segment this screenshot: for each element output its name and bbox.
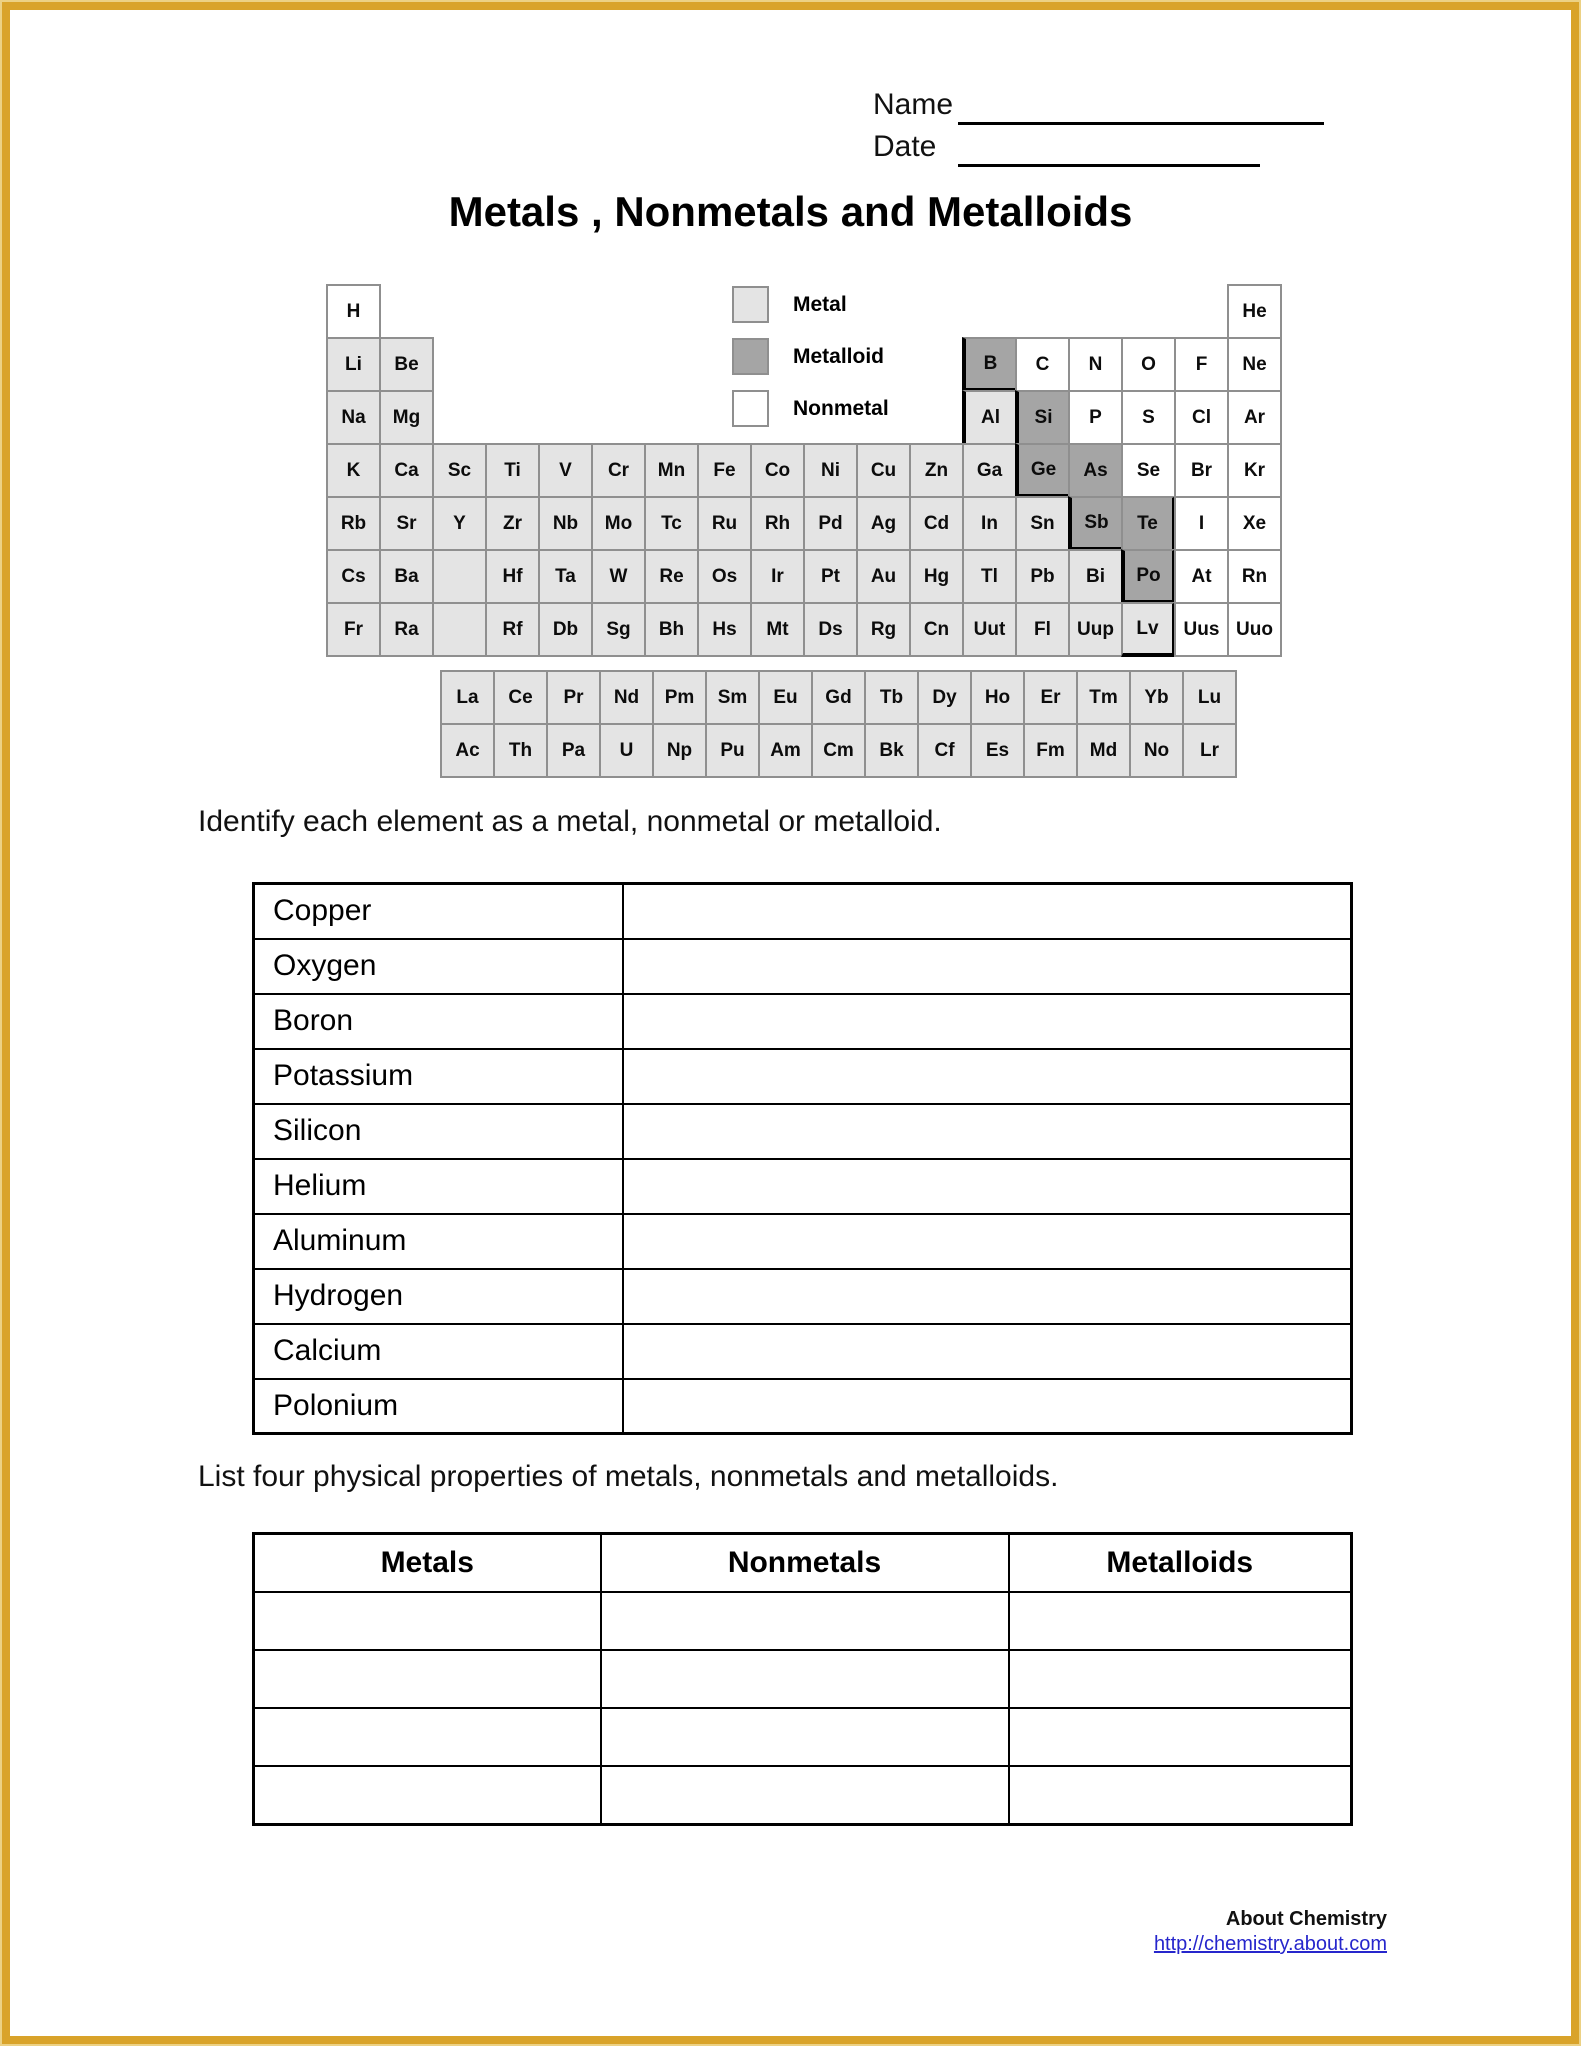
element-cell-er: Er bbox=[1023, 670, 1078, 725]
empty-cell bbox=[432, 549, 487, 604]
legend-label-nonmetal: Nonmetal bbox=[793, 396, 889, 420]
element-cell-ir: Ir bbox=[750, 549, 805, 604]
identify-row-oxygen bbox=[254, 939, 1352, 994]
element-cell-ni: Ni bbox=[803, 443, 858, 498]
element-cell-no: No bbox=[1129, 723, 1184, 778]
element-cell-pd: Pd bbox=[803, 496, 858, 551]
answer-cell-helium[interactable] bbox=[623, 1159, 1352, 1214]
element-name-cell: Hydrogen bbox=[254, 1269, 623, 1324]
nonmetal-swatch bbox=[732, 390, 769, 427]
element-name-cell: Potassium bbox=[254, 1049, 623, 1104]
identify-row-calcium bbox=[254, 1324, 1352, 1379]
element-cell-th: Th bbox=[493, 723, 548, 778]
element-cell-tc: Tc bbox=[644, 496, 699, 551]
properties-instruction: List four physical properties of metals, nonmetals and metalloids. bbox=[198, 1460, 1059, 1493]
legend-label-metal: Metal bbox=[793, 292, 847, 316]
element-cell-rf: Rf bbox=[485, 602, 540, 657]
element-cell-fe: Fe bbox=[697, 443, 752, 498]
footer bbox=[1154, 1908, 1387, 1956]
properties-row bbox=[254, 1650, 1352, 1708]
element-cell-nd: Nd bbox=[599, 670, 654, 725]
answer-cell-silicon[interactable] bbox=[623, 1104, 1352, 1159]
element-cell-i: I bbox=[1174, 496, 1229, 551]
element-cell-hs: Hs bbox=[697, 602, 752, 657]
property-cell-metalloids-2[interactable] bbox=[1009, 1650, 1352, 1708]
element-name-cell: Silicon bbox=[254, 1104, 623, 1159]
properties-header-metalloids: Metalloids bbox=[1009, 1534, 1352, 1593]
element-cell-ac: Ac bbox=[440, 723, 495, 778]
element-cell-at: At bbox=[1174, 549, 1229, 604]
element-cell-os: Os bbox=[697, 549, 752, 604]
identify-table bbox=[252, 882, 1353, 1435]
property-cell-nonmetals-1[interactable] bbox=[601, 1592, 1009, 1650]
element-cell-sr: Sr bbox=[379, 496, 434, 551]
empty-cell bbox=[432, 602, 487, 657]
footer-link[interactable]: http://chemistry.about.com bbox=[1153, 1933, 1387, 1955]
page-title: Metals , Nonmetals and Metalloids bbox=[448, 188, 1133, 235]
element-cell-pt: Pt bbox=[803, 549, 858, 604]
element-cell-pa: Pa bbox=[546, 723, 601, 778]
element-cell-gd: Gd bbox=[811, 670, 866, 725]
identify-row-aluminum bbox=[254, 1214, 1352, 1269]
element-cell-pr: Pr bbox=[546, 670, 601, 725]
element-cell-se: Se bbox=[1121, 443, 1176, 498]
element-cell-k: K bbox=[326, 443, 381, 498]
property-cell-metals-2[interactable] bbox=[254, 1650, 601, 1708]
element-cell-he: He bbox=[1227, 284, 1282, 339]
element-cell-sg: Sg bbox=[591, 602, 646, 657]
element-cell-fm: Fm bbox=[1023, 723, 1078, 778]
property-cell-metals-1[interactable] bbox=[254, 1592, 601, 1650]
element-cell-p: P bbox=[1068, 390, 1123, 445]
element-cell-li: Li bbox=[326, 337, 381, 392]
element-cell-h: H bbox=[326, 284, 381, 339]
element-cell-np: Np bbox=[652, 723, 707, 778]
legend-label-metalloid: Metalloid bbox=[793, 344, 885, 368]
element-cell-ne: Ne bbox=[1227, 337, 1282, 392]
legend-item-metalloid bbox=[732, 338, 884, 375]
name-line bbox=[958, 122, 1324, 125]
element-cell-cr: Cr bbox=[591, 443, 646, 498]
element-cell-be: Be bbox=[379, 337, 434, 392]
element-cell-sc: Sc bbox=[432, 443, 487, 498]
element-cell-rn: Rn bbox=[1227, 549, 1282, 604]
element-cell-re: Re bbox=[644, 549, 699, 604]
element-cell-br: Br bbox=[1174, 443, 1229, 498]
answer-cell-hydrogen[interactable] bbox=[623, 1269, 1352, 1324]
element-cell-in: In bbox=[962, 496, 1017, 551]
gold-border bbox=[2, 2, 1579, 2044]
property-cell-metalloids-3[interactable] bbox=[1009, 1708, 1352, 1766]
element-cell-kr: Kr bbox=[1227, 443, 1282, 498]
properties-row bbox=[254, 1592, 1352, 1650]
element-name-cell: Aluminum bbox=[254, 1214, 623, 1269]
element-cell-la: La bbox=[440, 670, 495, 725]
element-cell-bh: Bh bbox=[644, 602, 699, 657]
identify-row-hydrogen bbox=[254, 1269, 1352, 1324]
properties-row bbox=[254, 1708, 1352, 1766]
element-cell-ge: Ge bbox=[1015, 443, 1070, 498]
element-cell-y: Y bbox=[432, 496, 487, 551]
element-cell-uut: Uut bbox=[962, 602, 1017, 657]
element-cell-nb: Nb bbox=[538, 496, 593, 551]
element-cell-pm: Pm bbox=[652, 670, 707, 725]
answer-cell-oxygen[interactable] bbox=[623, 939, 1352, 994]
element-cell-uuo: Uuo bbox=[1227, 602, 1282, 657]
element-name-cell: Oxygen bbox=[254, 939, 623, 994]
element-cell-cn: Cn bbox=[909, 602, 964, 657]
element-cell-uup: Uup bbox=[1068, 602, 1123, 657]
element-cell-ta: Ta bbox=[538, 549, 593, 604]
element-name-cell: Copper bbox=[254, 884, 623, 939]
element-cell-bi: Bi bbox=[1068, 549, 1123, 604]
answer-cell-calcium[interactable] bbox=[623, 1324, 1352, 1379]
date-line bbox=[958, 164, 1260, 167]
identify-row-polonium bbox=[254, 1379, 1352, 1434]
property-cell-nonmetals-3[interactable] bbox=[601, 1708, 1009, 1766]
element-cell-sn: Sn bbox=[1015, 496, 1070, 551]
element-cell-co: Co bbox=[750, 443, 805, 498]
element-cell-te: Te bbox=[1121, 496, 1176, 551]
element-cell-db: Db bbox=[538, 602, 593, 657]
element-cell-lr: Lr bbox=[1182, 723, 1237, 778]
element-cell-o: O bbox=[1121, 337, 1176, 392]
element-name-cell: Boron bbox=[254, 994, 623, 1049]
element-cell-ho: Ho bbox=[970, 670, 1025, 725]
element-cell-hf: Hf bbox=[485, 549, 540, 604]
answer-cell-potassium[interactable] bbox=[623, 1049, 1352, 1104]
legend-item-metal bbox=[732, 286, 847, 323]
element-cell-es: Es bbox=[970, 723, 1025, 778]
element-cell-sb: Sb bbox=[1068, 496, 1123, 551]
element-cell-u: U bbox=[599, 723, 654, 778]
property-cell-metalloids-4[interactable] bbox=[1009, 1766, 1352, 1824]
properties-header-metals: Metals bbox=[254, 1534, 601, 1593]
element-cell-tb: Tb bbox=[864, 670, 919, 725]
identify-row-silicon bbox=[254, 1104, 1352, 1159]
legend-item-nonmetal bbox=[732, 390, 889, 427]
element-cell-tm: Tm bbox=[1076, 670, 1131, 725]
element-cell-f: F bbox=[1174, 337, 1229, 392]
footer-source: About Chemistry bbox=[1225, 1908, 1387, 1930]
element-cell-fr: Fr bbox=[326, 602, 381, 657]
element-cell-mg: Mg bbox=[379, 390, 434, 445]
element-cell-bk: Bk bbox=[864, 723, 919, 778]
element-cell-mo: Mo bbox=[591, 496, 646, 551]
element-cell-rb: Rb bbox=[326, 496, 381, 551]
answer-cell-boron[interactable] bbox=[623, 994, 1352, 1049]
identify-row-copper bbox=[254, 884, 1352, 939]
element-cell-s: S bbox=[1121, 390, 1176, 445]
element-cell-uus: Uus bbox=[1174, 602, 1229, 657]
element-cell-tl: Tl bbox=[962, 549, 1017, 604]
element-cell-v: V bbox=[538, 443, 593, 498]
identify-row-helium bbox=[254, 1159, 1352, 1214]
element-cell-md: Md bbox=[1076, 723, 1131, 778]
element-cell-w: W bbox=[591, 549, 646, 604]
element-cell-fl: Fl bbox=[1015, 602, 1070, 657]
answer-cell-aluminum[interactable] bbox=[623, 1214, 1352, 1269]
element-cell-cm: Cm bbox=[811, 723, 866, 778]
element-cell-cs: Cs bbox=[326, 549, 381, 604]
element-cell-lu: Lu bbox=[1182, 670, 1237, 725]
element-cell-ce: Ce bbox=[493, 670, 548, 725]
element-cell-mt: Mt bbox=[750, 602, 805, 657]
element-cell-ar: Ar bbox=[1227, 390, 1282, 445]
property-cell-metalloids-1[interactable] bbox=[1009, 1592, 1352, 1650]
element-cell-si: Si bbox=[1015, 390, 1070, 445]
element-name-cell: Calcium bbox=[254, 1324, 623, 1379]
element-cell-cd: Cd bbox=[909, 496, 964, 551]
metalloid-swatch bbox=[732, 338, 769, 375]
element-cell-ra: Ra bbox=[379, 602, 434, 657]
properties-table bbox=[252, 1532, 1353, 1826]
element-cell-po: Po bbox=[1121, 549, 1176, 604]
element-name-cell: Helium bbox=[254, 1159, 623, 1214]
properties-row bbox=[254, 1766, 1352, 1824]
element-cell-cl: Cl bbox=[1174, 390, 1229, 445]
identify-row-boron bbox=[254, 994, 1352, 1049]
element-cell-ag: Ag bbox=[856, 496, 911, 551]
element-cell-ti: Ti bbox=[485, 443, 540, 498]
element-cell-pb: Pb bbox=[1015, 549, 1070, 604]
element-cell-as: As bbox=[1068, 443, 1123, 498]
identify-row-potassium bbox=[254, 1049, 1352, 1104]
element-cell-dy: Dy bbox=[917, 670, 972, 725]
element-cell-rg: Rg bbox=[856, 602, 911, 657]
element-cell-ru: Ru bbox=[697, 496, 752, 551]
element-cell-cu: Cu bbox=[856, 443, 911, 498]
element-cell-ga: Ga bbox=[962, 443, 1017, 498]
element-cell-mn: Mn bbox=[644, 443, 699, 498]
property-cell-metals-3[interactable] bbox=[254, 1708, 601, 1766]
property-cell-metals-4[interactable] bbox=[254, 1766, 601, 1824]
element-cell-b: B bbox=[962, 337, 1017, 392]
date-label: Date bbox=[873, 130, 937, 163]
element-cell-ds: Ds bbox=[803, 602, 858, 657]
element-cell-ba: Ba bbox=[379, 549, 434, 604]
answer-cell-polonium[interactable] bbox=[623, 1379, 1352, 1434]
property-cell-nonmetals-2[interactable] bbox=[601, 1650, 1009, 1708]
element-cell-n: N bbox=[1068, 337, 1123, 392]
element-cell-al: Al bbox=[962, 390, 1017, 445]
metal-swatch bbox=[732, 286, 769, 323]
element-cell-sm: Sm bbox=[705, 670, 760, 725]
element-cell-zr: Zr bbox=[485, 496, 540, 551]
element-cell-c: C bbox=[1015, 337, 1070, 392]
element-cell-ca: Ca bbox=[379, 443, 434, 498]
element-cell-au: Au bbox=[856, 549, 911, 604]
element-cell-yb: Yb bbox=[1129, 670, 1184, 725]
answer-cell-copper[interactable] bbox=[623, 884, 1352, 939]
element-cell-lv: Lv bbox=[1121, 602, 1176, 657]
identify-instruction: Identify each element as a metal, nonmetal or metalloid. bbox=[198, 805, 942, 838]
element-cell-rh: Rh bbox=[750, 496, 805, 551]
property-cell-nonmetals-4[interactable] bbox=[601, 1766, 1009, 1824]
element-cell-pu: Pu bbox=[705, 723, 760, 778]
element-cell-am: Am bbox=[758, 723, 813, 778]
name-label: Name bbox=[873, 88, 954, 121]
element-cell-hg: Hg bbox=[909, 549, 964, 604]
element-cell-xe: Xe bbox=[1227, 496, 1282, 551]
element-cell-zn: Zn bbox=[909, 443, 964, 498]
element-cell-eu: Eu bbox=[758, 670, 813, 725]
element-cell-na: Na bbox=[326, 390, 381, 445]
properties-header-nonmetals: Nonmetals bbox=[601, 1534, 1009, 1593]
element-name-cell: Polonium bbox=[254, 1379, 623, 1434]
element-cell-cf: Cf bbox=[917, 723, 972, 778]
